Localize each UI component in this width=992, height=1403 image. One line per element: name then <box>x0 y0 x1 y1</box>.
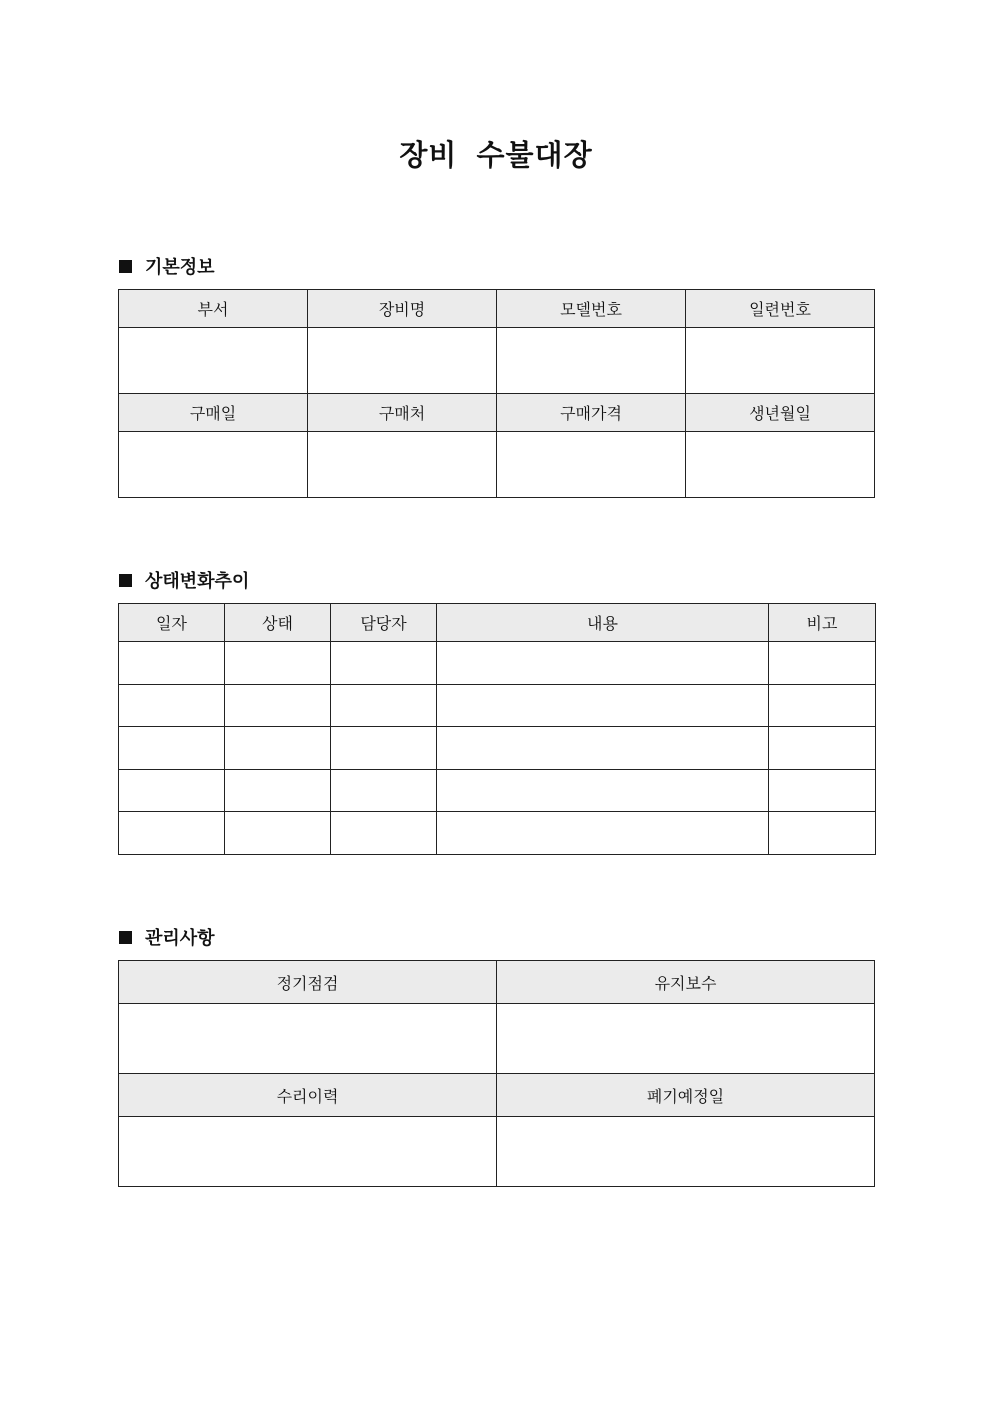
header-cell-date: 일자 <box>119 604 225 642</box>
table-row <box>119 769 876 812</box>
status-history-table <box>118 603 876 855</box>
square-bullet-icon <box>119 260 132 273</box>
header-cell-serial-number: 일련번호 <box>686 290 875 328</box>
input-cell-model-number[interactable] <box>497 328 686 394</box>
header-cell-equipment-name: 장비명 <box>308 290 497 328</box>
page-title: 장비 수불대장 <box>399 138 593 172</box>
basic-info-table <box>118 289 875 498</box>
table-header-row <box>119 961 875 1004</box>
header-cell-purchase-price: 구매가격 <box>497 394 686 432</box>
input-cell-regular-inspection[interactable] <box>119 1004 497 1074</box>
header-cell-repair-history: 수리이력 <box>119 1074 497 1117</box>
table-row <box>119 684 876 727</box>
header-cell-department: 부서 <box>119 290 308 328</box>
input-cell[interactable] <box>437 727 769 770</box>
input-cell[interactable] <box>331 727 437 770</box>
input-cell[interactable] <box>769 812 876 855</box>
section-heading-status <box>119 567 249 593</box>
table-row <box>119 1117 875 1187</box>
input-cell[interactable] <box>331 684 437 727</box>
input-cell-serial-number[interactable] <box>686 328 875 394</box>
input-cell[interactable] <box>769 642 876 685</box>
management-table <box>118 960 875 1187</box>
input-cell[interactable] <box>225 642 331 685</box>
table-row <box>119 642 876 685</box>
header-cell-birth-date: 생년월일 <box>686 394 875 432</box>
table-header-row <box>119 1074 875 1117</box>
header-cell-regular-inspection: 정기점검 <box>119 961 497 1004</box>
table-header-row <box>119 290 875 328</box>
input-cell-maintenance[interactable] <box>497 1004 875 1074</box>
input-cell[interactable] <box>331 769 437 812</box>
input-cell-disposal-date[interactable] <box>497 1117 875 1187</box>
input-cell[interactable] <box>119 727 225 770</box>
header-cell-purchase-date: 구매일 <box>119 394 308 432</box>
input-cell[interactable] <box>225 684 331 727</box>
input-cell[interactable] <box>119 684 225 727</box>
input-cell[interactable] <box>331 812 437 855</box>
square-bullet-icon <box>119 931 132 944</box>
input-cell[interactable] <box>437 642 769 685</box>
header-cell-disposal-date: 폐기예정일 <box>497 1074 875 1117</box>
section-heading-status-label: 상태변화추이 <box>145 571 250 592</box>
input-cell-birth-date[interactable] <box>686 432 875 498</box>
input-cell[interactable] <box>331 642 437 685</box>
table-row <box>119 812 876 855</box>
input-cell[interactable] <box>119 642 225 685</box>
table-row <box>119 328 875 394</box>
square-bullet-icon <box>119 574 132 587</box>
header-cell-model-number: 모델번호 <box>497 290 686 328</box>
header-cell-remarks: 비고 <box>769 604 876 642</box>
input-cell-repair-history[interactable] <box>119 1117 497 1187</box>
input-cell[interactable] <box>437 769 769 812</box>
section-heading-manage-label: 관리사항 <box>145 928 215 949</box>
input-cell[interactable] <box>225 812 331 855</box>
section-heading-basic <box>119 253 215 279</box>
input-cell[interactable] <box>119 769 225 812</box>
input-cell[interactable] <box>225 727 331 770</box>
header-cell-status: 상태 <box>225 604 331 642</box>
input-cell[interactable] <box>769 684 876 727</box>
header-cell-maintenance: 유지보수 <box>497 961 875 1004</box>
header-cell-vendor: 구매처 <box>308 394 497 432</box>
header-cell-content: 내용 <box>437 604 769 642</box>
input-cell-department[interactable] <box>119 328 308 394</box>
input-cell[interactable] <box>225 769 331 812</box>
input-cell-purchase-price[interactable] <box>497 432 686 498</box>
table-header-row <box>119 604 876 642</box>
table-header-row <box>119 394 875 432</box>
input-cell[interactable] <box>119 812 225 855</box>
input-cell-vendor[interactable] <box>308 432 497 498</box>
section-heading-manage <box>119 924 215 950</box>
input-cell-equipment-name[interactable] <box>308 328 497 394</box>
input-cell-purchase-date[interactable] <box>119 432 308 498</box>
table-row <box>119 432 875 498</box>
section-heading-basic-label: 기본정보 <box>145 257 215 278</box>
table-row <box>119 727 876 770</box>
input-cell[interactable] <box>769 727 876 770</box>
input-cell[interactable] <box>437 812 769 855</box>
input-cell[interactable] <box>769 769 876 812</box>
table-row <box>119 1004 875 1074</box>
input-cell[interactable] <box>437 684 769 727</box>
header-cell-manager: 담당자 <box>331 604 437 642</box>
